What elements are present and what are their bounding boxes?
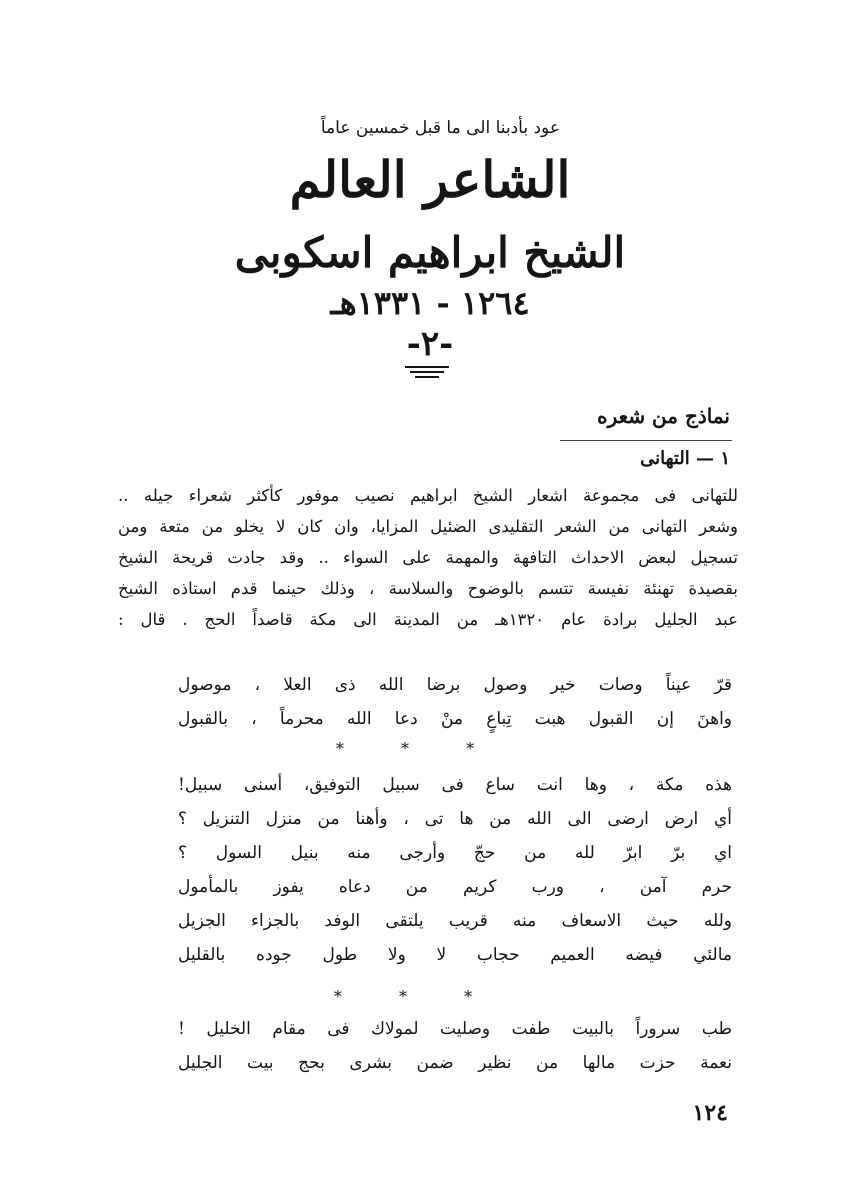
prose-line: عبد الجليل برادة عام ١٣٢٠هـ من المدينة الى مكة قاصداً الحج . قال :	[118, 610, 738, 629]
intro-paragraph	[118, 480, 738, 635]
series-note: عود بأدبنا الى ما قبل خمسين عاماً	[320, 118, 560, 138]
prose-line: تسجيل لبعض الاحداث التافهة والمهمة على السواء .. وقد جادت قريحة الشيخ	[118, 548, 738, 567]
stars-separator: * * *	[333, 987, 499, 1006]
verse-line: طب سروراً بالبيت طفت وصليت لمولاك فى مقام الخليل !	[178, 1019, 732, 1039]
subsection-heading: ١ — التهانى	[640, 448, 730, 469]
verse-group-mecca	[178, 768, 732, 972]
lifespan-years: ١٢٦٤ - ١٣٣١هـ	[330, 284, 530, 322]
verse-line: هذه مكة ، وها انت ساع فى سبيل التوفيق، أسنى سبيل!	[178, 775, 732, 795]
prose-line: وشعر التهانى من الشعر التقليدى الضئيل المزايا، وان كان لا يخلو من متعة ومن	[118, 517, 738, 536]
page-number: ١٢٤	[692, 1100, 728, 1126]
article-title: الشاعر العالم	[289, 150, 571, 209]
verse-line: قرّ عيناً وصات خير وصول برضا الله ذى العلا ، موصول	[178, 675, 732, 695]
prose-line: بقصيدة تهنئة نفيسة تتسم بالوضوح والسلاسة ، وذلك حينما قدم استاذه الشيخ	[118, 579, 738, 598]
part-number: -٢-	[406, 324, 454, 364]
verse-group-opening	[178, 668, 732, 736]
verse-line: اي برّ ابرّ لله من حجّ وأرجى منه بنيل السول ؟	[178, 843, 732, 863]
heading-underline	[560, 440, 732, 441]
subject-name: الشيخ ابراهيم اسكوبى	[234, 228, 626, 277]
verse-line: حرم آمن ، ورب كريم من دعاه يفوز بالمأمول	[178, 877, 732, 897]
prose-line: للتهانى فى مجموعة اشعار الشيخ ابراهيم نصيب موفور كأكثر شعراء جيله ..	[118, 486, 738, 505]
verse-line: نعمة حزت مالها من نظير ضمن بشرى بحج بيت الجليل	[178, 1053, 732, 1073]
verse-line: أي ارض ارضى الى الله من ها تى ، وأهنا من منزل التنزيل ؟	[178, 809, 732, 829]
verse-line: ولله حيث الاسعاف منه قريب يلتقى الوفد بالجزاء الجزيل	[178, 911, 732, 931]
verse-line: مالئي فيضه العميم حجاب لا ولا طول جوده بالقليل	[178, 945, 732, 965]
ornament-divider	[405, 366, 449, 382]
verse-line: واهنَ إن القبول هبت تِباعٍ منْ دعا الله محرماً ، بالقبول	[178, 709, 732, 729]
stars-separator: * * *	[335, 739, 501, 758]
section-heading: نماذج من شعره	[597, 404, 730, 428]
verse-group-closing	[178, 1012, 732, 1080]
